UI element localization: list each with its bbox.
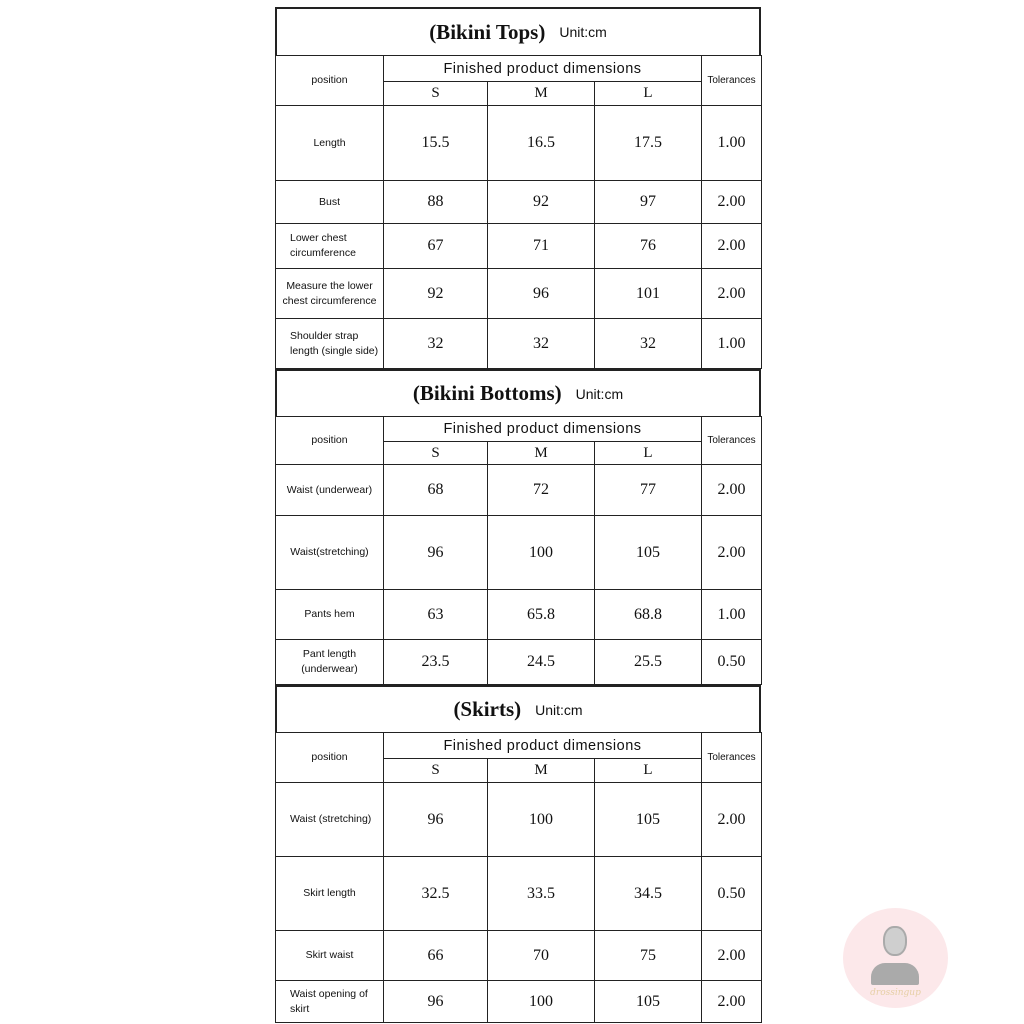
size-M: M [488,442,595,465]
table-row [276,640,762,685]
unit-label: Unit:cm [535,701,583,718]
table-row [276,590,762,640]
tolerance-value: 2.00 [702,465,762,516]
size-value-S: 68 [384,465,488,516]
size-value-S: 96 [384,981,488,1023]
size-S: S [384,759,488,783]
size-chart [275,7,761,1023]
size-value-S: 96 [384,516,488,590]
section-title: (Skirts) [453,697,522,721]
size-table [275,55,762,369]
table-row [276,269,762,319]
row-label: Skirt waist [276,931,384,981]
size-value-S: 23.5 [384,640,488,685]
size-value-M: 92 [488,181,595,224]
unit-label: Unit:cm [559,24,607,40]
size-table [275,732,762,1023]
size-value-S: 88 [384,181,488,224]
size-value-L: 105 [595,516,702,590]
tolerances-header: Tolerances [702,733,762,783]
avatar-body [871,963,919,985]
row-label: Pant length (underwear) [276,640,384,685]
size-value-L: 76 [595,224,702,269]
row-label: Waist(stretching) [276,516,384,590]
watermark-logo [843,908,948,1008]
section-title: (Bikini Bottoms) [412,381,562,405]
position-header: position [276,733,384,783]
table-row [276,465,762,516]
tolerance-value: 2.00 [702,269,762,319]
row-label: Lower chest circumference [276,224,384,269]
tolerance-value: 2.00 [702,931,762,981]
size-value-L: 97 [595,181,702,224]
header-row [276,733,762,759]
row-label: Bust [276,181,384,224]
position-header: position [276,417,384,465]
size-value-S: 32 [384,319,488,369]
size-S: S [384,442,488,465]
size-value-L: 77 [595,465,702,516]
table-row [276,106,762,181]
size-value-M: 72 [488,465,595,516]
finished-dimensions-header: Finished product dimensions [384,417,702,442]
header-row [276,56,762,82]
size-value-M: 100 [488,516,595,590]
tolerance-value: 2.00 [702,783,762,857]
size-value-L: 34.5 [595,857,702,931]
size-value-L: 32 [595,319,702,369]
tolerance-value: 0.50 [702,857,762,931]
size-M: M [488,82,595,106]
size-value-S: 15.5 [384,106,488,181]
size-value-M: 100 [488,783,595,857]
table-row [276,224,762,269]
size-value-S: 96 [384,783,488,857]
table-row [276,319,762,369]
tolerances-header: Tolerances [702,56,762,106]
section-1 [275,369,761,685]
avatar-head [883,926,907,956]
row-label: Waist opening of skirt [276,981,384,1023]
section-title: (Bikini Tops) [429,19,546,44]
size-value-M: 33.5 [488,857,595,931]
size-value-M: 24.5 [488,640,595,685]
size-value-M: 32 [488,319,595,369]
section-title-bar [275,685,761,732]
size-value-S: 63 [384,590,488,640]
row-label: Shoulder strap length (single side) [276,319,384,369]
watermark-text: drossingup [870,988,921,998]
size-value-L: 17.5 [595,106,702,181]
size-M: M [488,759,595,783]
row-label: Pants hem [276,590,384,640]
size-value-L: 101 [595,269,702,319]
size-value-S: 66 [384,931,488,981]
size-value-L: 105 [595,981,702,1023]
tolerance-value: 2.00 [702,224,762,269]
table-row [276,181,762,224]
table-row [276,857,762,931]
row-label: Measure the lower chest circumference [276,269,384,319]
table-row [276,783,762,857]
tolerance-value: 1.00 [702,319,762,369]
row-label: Length [276,106,384,181]
section-title-bar [275,369,761,416]
size-table [275,416,762,685]
position-header: position [276,56,384,106]
unit-label: Unit:cm [575,385,624,402]
row-label: Waist (underwear) [276,465,384,516]
size-value-L: 25.5 [595,640,702,685]
tolerance-value: 0.50 [702,640,762,685]
size-value-S: 32.5 [384,857,488,931]
size-value-S: 92 [384,269,488,319]
row-label: Waist (stretching) [276,783,384,857]
tolerance-value: 1.00 [702,106,762,181]
size-value-M: 16.5 [488,106,595,181]
size-value-L: 75 [595,931,702,981]
tolerance-value: 2.00 [702,181,762,224]
finished-dimensions-header: Finished product dimensions [384,733,702,759]
size-value-S: 67 [384,224,488,269]
section-2 [275,685,761,1023]
size-value-M: 100 [488,981,595,1023]
size-L: L [595,442,702,465]
section-0 [275,7,761,369]
tolerance-value: 2.00 [702,981,762,1023]
header-row [276,417,762,442]
tolerances-header: Tolerances [702,417,762,465]
row-label: Skirt length [276,857,384,931]
size-value-L: 105 [595,783,702,857]
section-title-bar [275,7,761,55]
table-row [276,931,762,981]
size-L: L [595,759,702,783]
size-value-M: 96 [488,269,595,319]
size-value-M: 65.8 [488,590,595,640]
size-value-M: 71 [488,224,595,269]
size-S: S [384,82,488,106]
tolerance-value: 1.00 [702,590,762,640]
finished-dimensions-header: Finished product dimensions [384,56,702,82]
size-value-M: 70 [488,931,595,981]
size-L: L [595,82,702,106]
table-row [276,516,762,590]
table-row [276,981,762,1023]
size-value-L: 68.8 [595,590,702,640]
tolerance-value: 2.00 [702,516,762,590]
